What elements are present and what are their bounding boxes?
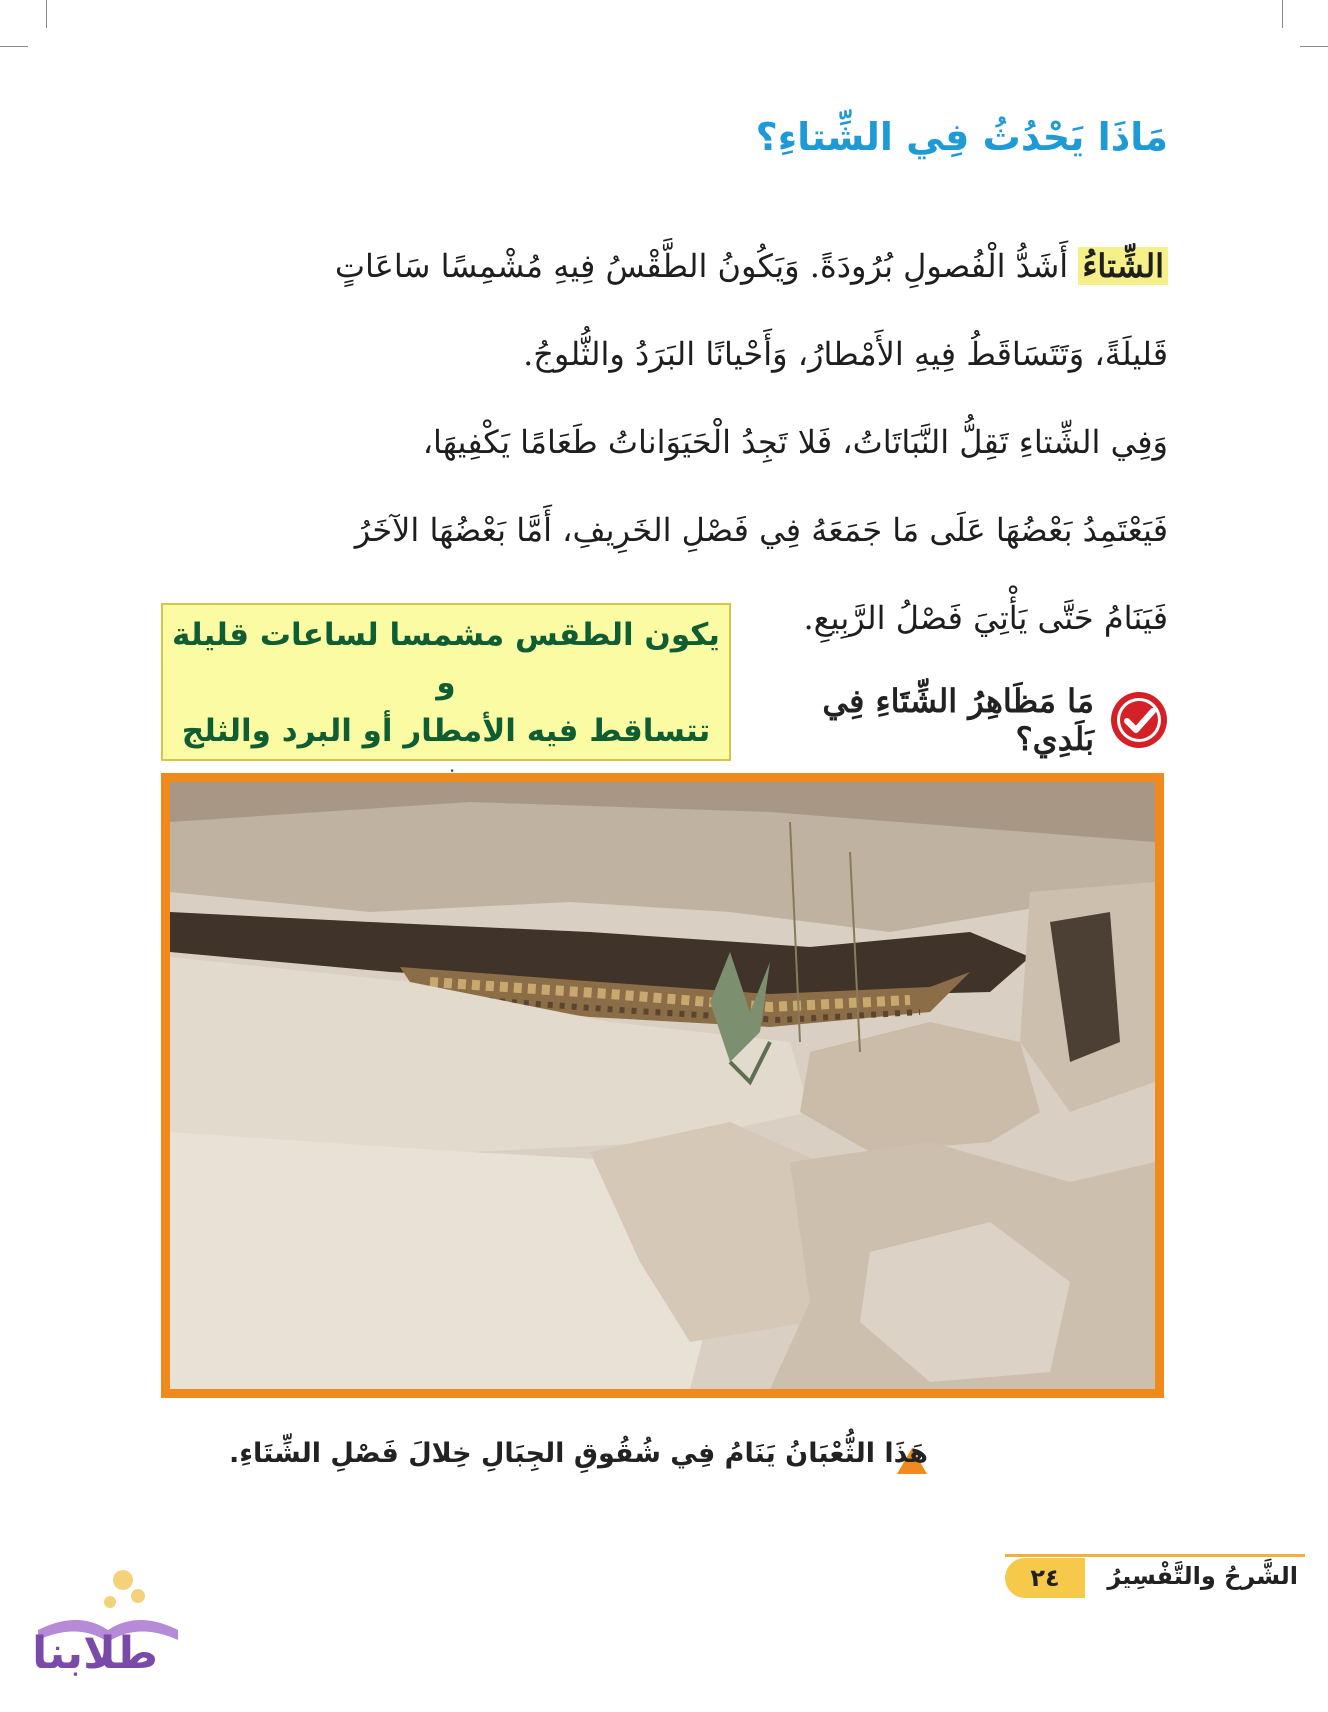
crop-mark-top-right xyxy=(1282,0,1283,28)
crop-mark-top-left-h xyxy=(0,46,28,47)
footer-section-label: الشَّرحُ والتَّفْسِيرُ xyxy=(1107,1562,1298,1590)
answer-note-box xyxy=(161,603,731,761)
rock-crevice-image xyxy=(170,782,1155,1389)
paragraph-line-5: فَيَنَامُ حَتَّى يَأْتِيَ فَصْلُ الرَّبِيعِ. xyxy=(803,599,1168,637)
crop-mark-top-right-h xyxy=(1300,46,1328,47)
paragraph-line-2: قَليلَةً، وَتَتَسَاقَطُ فِيهِ الأَمْطارُ، وَأَحْيانًا البَرَدُ والثُّلوجُ. xyxy=(523,335,1168,373)
note-line-2: تتساقط فيه الأمطار أو البرد والثلج xyxy=(181,713,711,749)
note-line-1: يكون الطقس مشمسا لساعات قليلة و xyxy=(172,617,720,701)
checkmark-icon xyxy=(1110,691,1168,749)
paragraph-line-1 xyxy=(158,222,1168,310)
body-paragraph xyxy=(158,222,1168,662)
crop-mark-top-left xyxy=(46,0,47,28)
paragraph-line-3: وَفِي الشِّتاءِ تَقِلُّ النَّبَاتَاتُ، فَلا تَجِدُ الْحَيَوَاناتُ طَعَامًا يَكْفِيهَا، xyxy=(422,423,1168,461)
page-title: مَاذَا يَحْدُثُ فِي الشِّتاءِ؟ xyxy=(755,115,1168,159)
snake-in-rock-photo xyxy=(161,773,1164,1398)
question-row xyxy=(738,682,1168,758)
footer-divider xyxy=(1005,1554,1305,1557)
highlighted-term: الشِّتاءُ xyxy=(1078,247,1168,285)
paragraph-line-4: فَيَعْتَمِدُ بَعْضُهَا عَلَى مَا جَمَعَهُ فِي فَصْلِ الخَرِيفِ، أَمَّا بَعْضُهَا الآخَرُ xyxy=(354,511,1168,549)
photo-caption: هَذَا الثُّعْبَانُ يَنَامُ فِي شُقُوقِ الجِبَالِ خِلالَ فَصْلِ الشِّتَاءِ. xyxy=(228,1438,928,1469)
logo-text: طلابنا xyxy=(32,1628,158,1679)
question-text: مَا مَظَاهِرُ الشِّتَاءِ فِي بَلَدِي؟ xyxy=(822,682,1094,758)
paragraph-line-1-rest: أَشَدُّ الْفُصولِ بُرُودَةً. وَيَكُونُ الطَّقْسُ فِيهِ مُشْمِسًا سَاعَاتٍ xyxy=(334,247,1079,285)
page-number: ٢٤ xyxy=(1005,1558,1085,1598)
